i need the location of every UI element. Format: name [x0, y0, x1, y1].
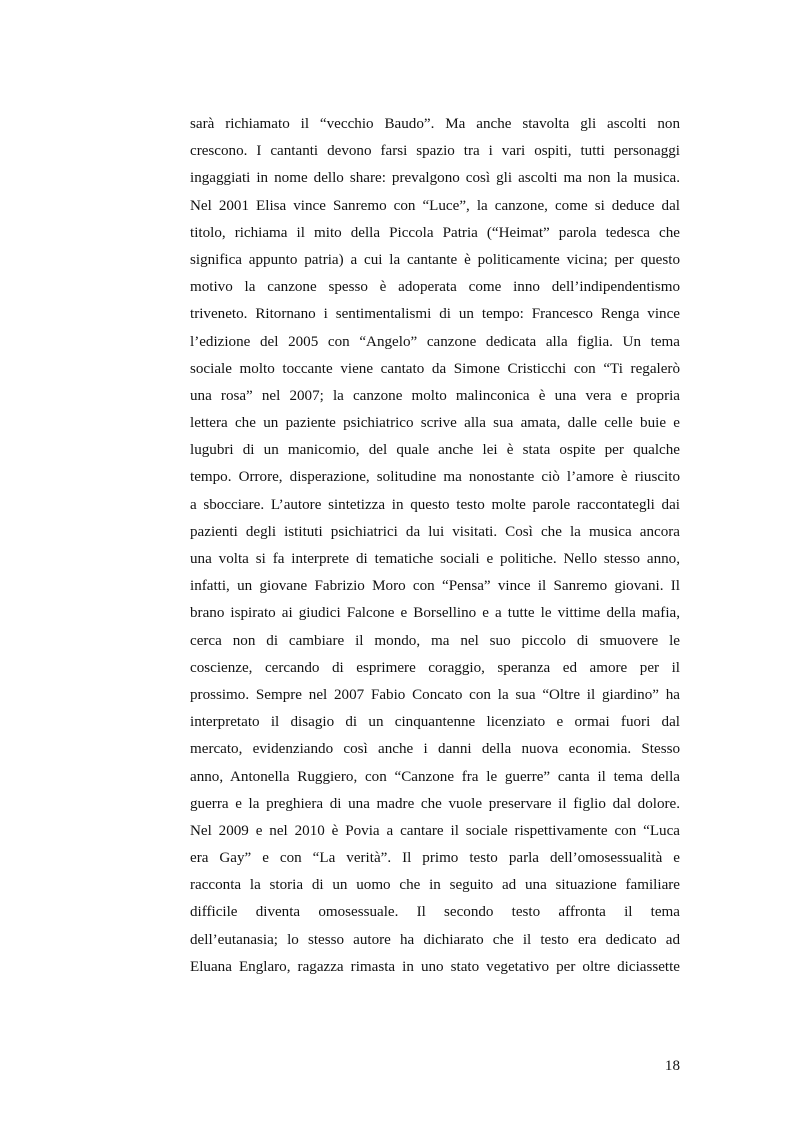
text-line: era Gay” e con “La verità”. Il primo testo parla dell’omosessualità e [190, 850, 680, 867]
text-line: triveneto. Ritornano i sentimentalismi di un tempo: Francesco Renga vince [190, 306, 680, 323]
text-line: Nel 2009 e nel 2010 è Povia a cantare il sociale rispettivamente con “Luca [190, 822, 680, 839]
text-line: ingaggiati in nome dello share: prevalgono così gli ascolti ma non la musica. [190, 170, 680, 187]
text-line: lugubri di un manicomio, del quale anche lei è stata ospite per qualche [190, 442, 680, 459]
text-line: coscienze, cercando di esprimere coraggio, speranza ed amore per il [190, 659, 680, 676]
text-line: brano ispirato ai giudici Falcone e Borsellino e a tutte le vittime della mafia, [190, 605, 680, 622]
text-line: a sbocciare. L’autore sintetizza in questo testo molte parole raccontategli dai [190, 496, 680, 513]
text-line: sociale molto toccante viene cantato da Simone Cristicchi con “Ti regalerò [190, 360, 680, 377]
text-line: significa appunto patria) a cui la cantante è politicamente vicina; per questo [190, 251, 680, 268]
text-line: anno, Antonella Ruggiero, con “Canzone fra le guerre” canta il tema della [190, 768, 680, 785]
text-line: lettera che un paziente psichiatrico scrive alla sua amata, dalle celle buie e [190, 415, 680, 432]
text-line: difficile diventa omosessuale. Il secondo testo affronta il tema [190, 904, 680, 921]
text-line: motivo la canzone spesso è adoperata come inno dell’indipendentismo [190, 279, 680, 296]
text-line: una rosa” nel 2007; la canzone molto malinconica è una vera e propria [190, 387, 680, 404]
text-line: titolo, richiama il mito della Piccola Patria (“Heimat” parola tedesca che [190, 224, 680, 241]
text-line: una volta si fa interprete di tematiche sociali e politiche. Nello stesso anno, [190, 551, 680, 567]
text-line: tempo. Orrore, disperazione, solitudine ma nonostante ciò l’amore è riuscito [190, 469, 680, 486]
text-line: infatti, un giovane Fabrizio Moro con “Pensa” vince il Sanremo giovani. Il [190, 578, 680, 595]
text-line: Eluana Englaro, ragazza rimasta in uno stato vegetativo per oltre diciassette [190, 958, 680, 975]
page-number: 18 [664, 1058, 680, 1074]
text-line: crescono. I cantanti devono farsi spazio tra i vari ospiti, tutti personaggi [190, 143, 680, 160]
text-line: prossimo. Sempre nel 2007 Fabio Concato con la sua “Oltre il giardino” ha [190, 686, 680, 703]
text-line: sarà richiamato il “vecchio Baudo”. Ma anche stavolta gli ascolti non [190, 116, 680, 132]
text-line: cerca non di cambiare il mondo, ma nel suo piccolo di smuovere le [190, 632, 680, 649]
text-line: dell’eutanasia; lo stesso autore ha dichiarato che il testo era dedicato ad [190, 931, 680, 948]
text-line: l’edizione del 2005 con “Angelo” canzone dedicata alla figlia. Un tema [190, 333, 680, 350]
text-line: guerra e la preghiera di una madre che vuole preservare il figlio dal dolore. [190, 795, 680, 812]
body-paragraph [190, 111, 680, 981]
text-line: interpretato il disagio di un cinquantenne licenziato e ormai fuori dal [190, 714, 680, 731]
text-line: mercato, evidenziando così anche i danni della nuova economia. Stesso [190, 741, 680, 758]
text-line: Nel 2001 Elisa vince Sanremo con “Luce”, la canzone, come si deduce dal [190, 197, 680, 214]
text-line: racconta la storia di un uomo che in seguito ad una situazione familiare [190, 877, 680, 894]
text-line: pazienti degli istituti psichiatrici da lui visitati. Così che la musica ancora [190, 523, 680, 540]
